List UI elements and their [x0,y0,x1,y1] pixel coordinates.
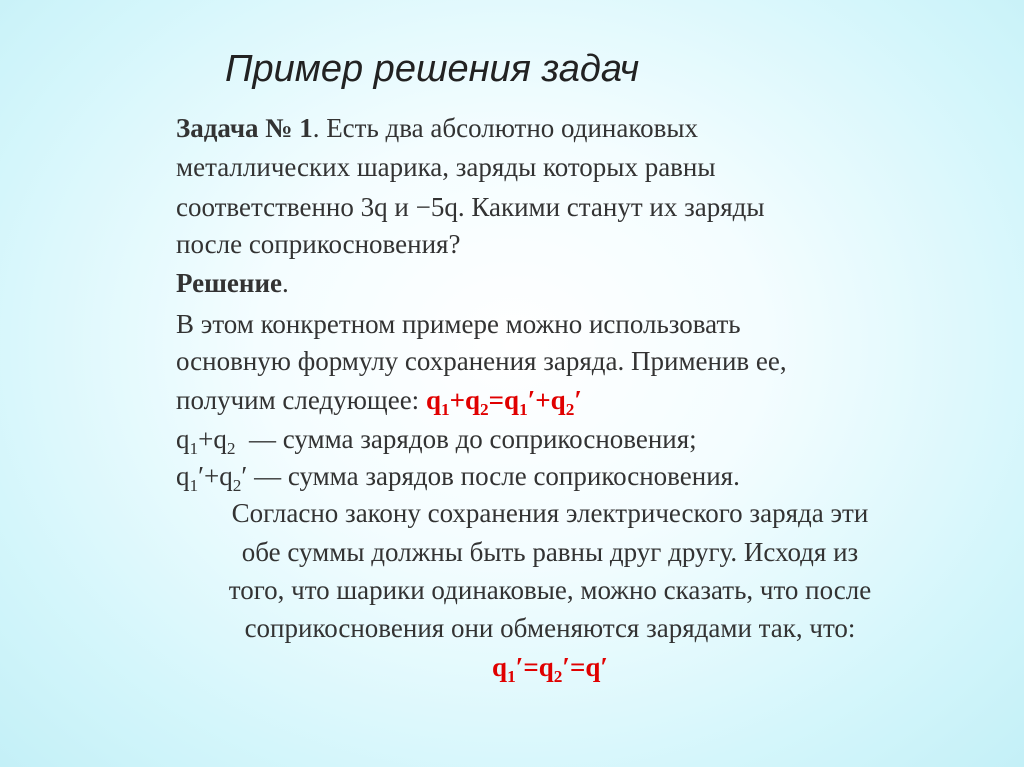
formula-final: $q_1'=q_2'=q'$ [492,652,608,687]
task-line-1 [176,113,698,143]
task-label: Задача № 1 [176,113,313,143]
para-line-2: основную формулу сохранения заряда. Применив ее, [176,346,787,376]
task-line-3: соответственно 3q и −5q. Какими станут их заряды [176,192,765,222]
task-text-1: . Есть два абсолютно одинаковых [312,113,699,143]
para-text-3: получим следующее: [176,385,426,415]
center-line-4: соприкосновения они обменяются зарядами так, что: [244,613,856,643]
center-line-2: обе суммы должны быть равны друг другу. Исходя из [241,537,859,567]
formula-main: $q_1+q_2=q_1'+q_2'$ [425,385,582,420]
slide-title: Пример решения задач [225,48,640,90]
center-line-1: Согласно закону сохранения электрического заряда эти [231,498,869,528]
definition-before-text: — сумма зарядов до соприкосновения; [235,424,697,454]
definition-before: $q_1+q_2$ — сумма зарядов до соприкосновения; [176,424,697,459]
definition-after: $q_1'+q_2'$ — сумма зарядов после соприкосновения. [176,461,740,496]
para-line-1: В этом конкретном примере можно использовать [176,309,741,339]
task-line-2: металлических шарика, заряды которых равны [176,152,716,182]
solution-heading [176,268,289,298]
definition-after-text: ′ — сумма зарядов после соприкосновения. [241,461,740,491]
solution-dot: . [282,268,289,298]
task-line-4: после соприкосновения? [176,229,461,259]
center-line-3: того, что шарики одинаковые, можно сказать, что после [228,575,872,605]
solution-label: Решение [176,268,282,298]
para-line-3 [176,385,582,420]
